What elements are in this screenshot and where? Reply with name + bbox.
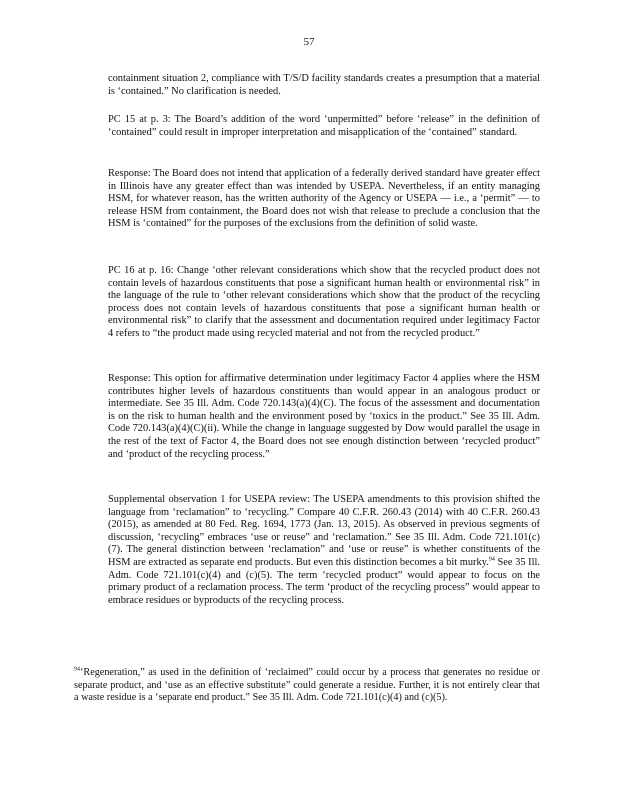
footnote-reference[interactable]: 94 (488, 556, 495, 563)
paragraph-response-1 (108, 168, 540, 231)
footnote (74, 667, 540, 705)
paragraph-text: PC 16 at p. 16: Change ‘other relevant considerations which show that the recycled product does not contain levels of hazardous constituents that pose a significant human health or environmental risk” in the language of the rule to ‘other relevant considerations which show that the product of the recycling process does not contain levels of hazardous constituents that pose a significant human health or environmental risk” to clarify that the assessment and documentation required under legitimacy Factor 4 refers to “the product made using recycled material and not from the recycled product.” (108, 265, 540, 339)
footnote-body: ‘Regeneration,” as used in the definition of ‘reclaimed” could occur by a process that generates no residue or separate product, and ‘use as an effective substitute” could generate a residue. Further, it is not entirely clear that a waste residue is a ‘separate end product.” See 35 Ill. Adm. Code 721.101(c)(4) and (c)(5). (74, 667, 540, 704)
paragraph-supplemental-observation (108, 494, 540, 607)
paragraph-text-tail: See 35 Ill. Adm. Code 721.101(c)(4) and (c)(5). The term ‘recycled product” would appear to focus on the primary product of a reclamation process. The term ‘product of the recycling process” would appear to embrace residues or byproducts of the recycling process. (108, 556, 541, 606)
paragraph-text (108, 494, 540, 607)
paragraph-text-head: Supplemental observation 1 for USEPA review: The USEPA amendments to this provision shifted the language from ‘reclamation” to ‘recycling.” Compare 40 C.F.R. 260.43 (2014) with 40 C.F.R. 260.43 (2015), as amended at 80 Fed. Reg. 1694, 1773 (Jan. 13, 2015). As observed in previous segments of discussion, ‘recycling” embraces ‘use or reuse” and ‘reclamation.” See 35 Ill. Adm. Code 721.101(c)(7). The general distinction between ‘reclamation” and ‘use or reuse” is whether constituents of the HSM are extracted as separate end products. But even this distinction becomes a bit murky. (108, 494, 540, 568)
footnote-number: 94 (74, 666, 80, 673)
paragraph-text: PC 15 at p. 3: The Board’s addition of the word ‘unpermitted” before ‘release” in the definition of ‘contained” could result in improper interpretation and misapplication of the ‘contained” standard. (108, 114, 540, 138)
paragraph-text: containment situation 2, compliance with T/S/D facility standards creates a presumption that a material is ‘contained.” No clarification is needed. (108, 73, 540, 97)
paragraph-pc15 (108, 114, 540, 139)
page-number: 57 (303, 36, 315, 48)
paragraph-pc16 (108, 265, 540, 341)
paragraph-text: Response: The Board does not intend that application of a federally derived standard have greater effect in Illinois have any greater effect than was intended by USEPA. Nevertheless, if an entity managing HSM, for whatever reason, has the written authority of the Agency or USEPA — i.e., a ‘permit” — to release HSM from containment, the Board does not wish that release to preclude a conclusion that the HSM is ‘contained” for the purposes of the exclusions from the definition of solid waste. (108, 168, 540, 230)
paragraph-response-2 (108, 373, 540, 461)
paragraph-text: Response: This option for affirmative determination under legitimacy Factor 4 applies where the HSM contributes higher levels of hazardous constituents than would appear in an analogous product or intermediate. See 35 Ill. Adm. Code 720.143(a)(4)(C). The focus of the assessment and documentation is on the risk to human health and the environment posed by ‘toxics in the product.” See 35 Ill. Adm. Code 720.143(a)(4)(C)(ii). While the change in language suggested by Dow would parallel the usage in the rest of the text of Factor 4, the Board does not see enough distinction between ‘recycled product” and ‘product of the recycling process.” (108, 373, 540, 460)
footnote-text (74, 667, 540, 705)
paragraph-containment (108, 73, 540, 98)
